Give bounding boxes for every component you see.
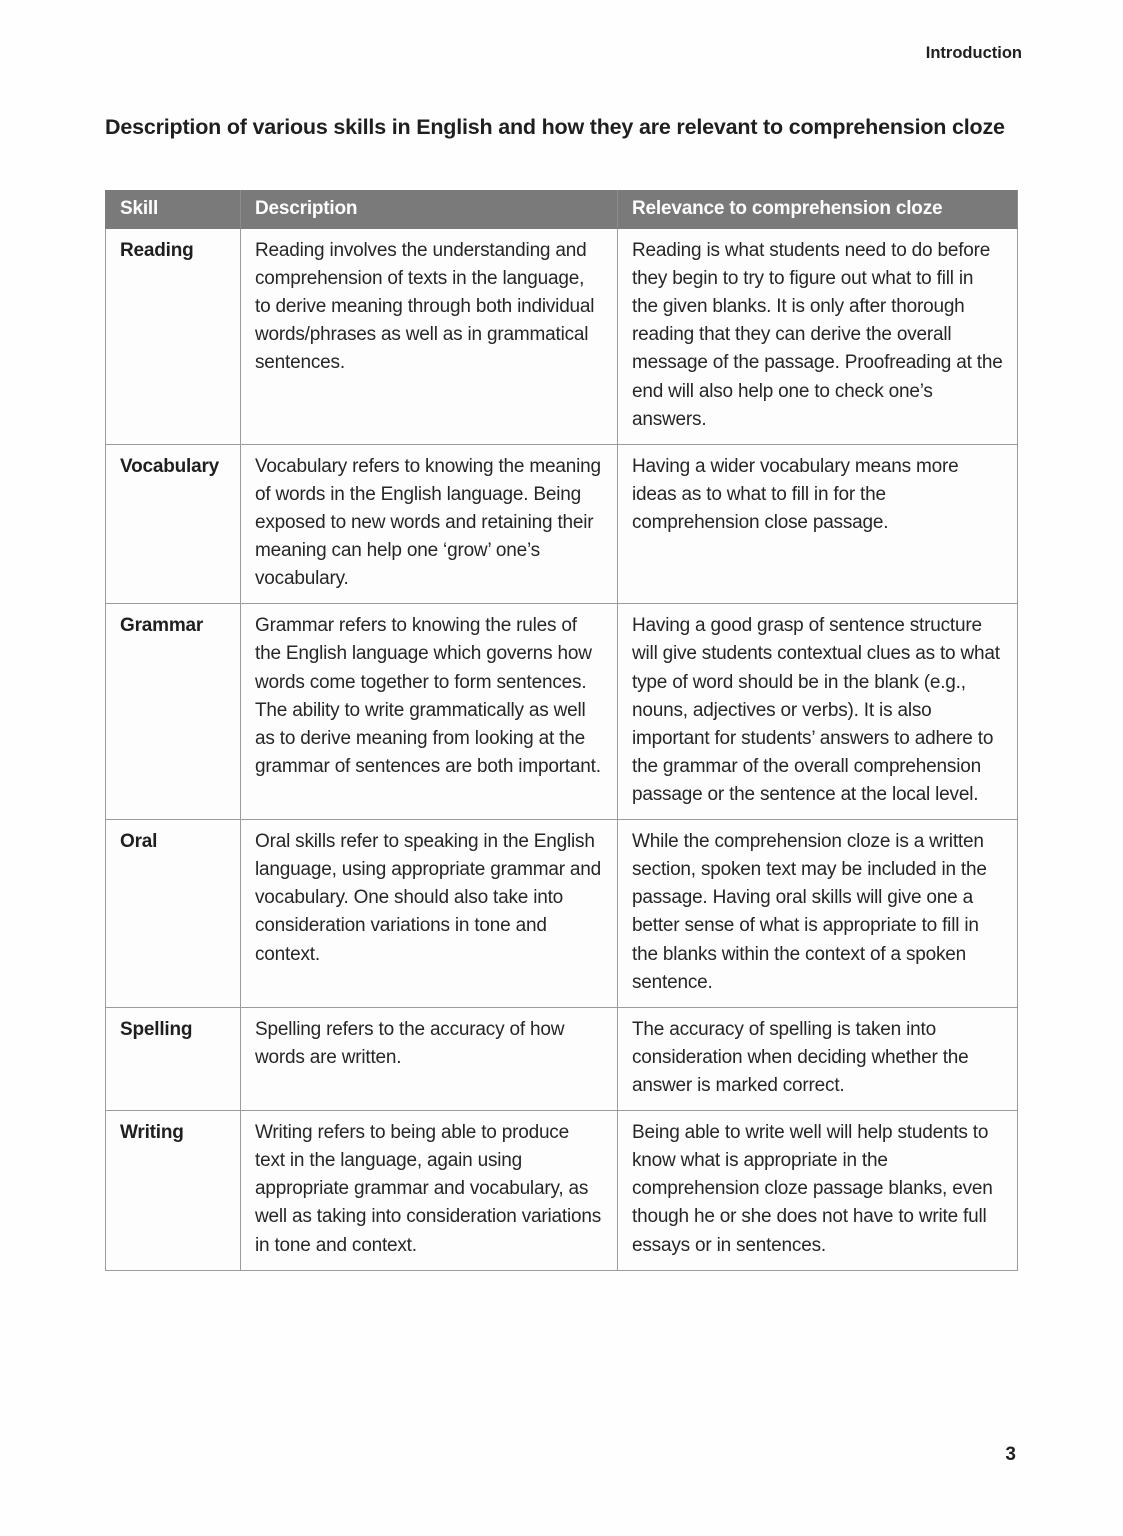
- description-cell: Grammar refers to knowing the rules of the English language which governs how words come together to form sentences. The ability to write grammatically as well as to derive meaning from looking at the grammar of sentences are both important.: [241, 604, 618, 820]
- relevance-cell: Being able to write well will help students to know what is appropriate in the comprehension cloze passage blanks, even though he or she does not have to write full essays or in sentences.: [618, 1111, 1018, 1271]
- skill-cell: Writing: [106, 1111, 241, 1271]
- description-cell: Reading involves the understanding and comprehension of texts in the language, to derive meaning through both individual words/phrases as well as in grammatical sentences.: [241, 229, 618, 445]
- relevance-cell: Reading is what students need to do before they begin to try to figure out what to fill in the given blanks. It is only after thorough reading that they can derive the overall message of the passage. Proofreading at the end will also help one to check one’s answers.: [618, 229, 1018, 445]
- skill-cell: Grammar: [106, 604, 241, 820]
- description-cell: Spelling refers to the accuracy of how words are written.: [241, 1007, 618, 1110]
- table-row: [106, 1007, 1018, 1110]
- relevance-cell: While the comprehension cloze is a written section, spoken text may be included in the passage. Having oral skills will give one a better sense of what is appropriate to fill in the blanks within the context of a spoken sentence.: [618, 820, 1018, 1008]
- table-header-row: [106, 191, 1018, 229]
- relevance-cell: Having a wider vocabulary means more ideas as to what to fill in for the comprehension close passage.: [618, 444, 1018, 604]
- skill-cell: Oral: [106, 820, 241, 1008]
- page-title: Description of various skills in English and how they are relevant to comprehension cloze: [105, 115, 1005, 139]
- table-row: [106, 604, 1018, 820]
- skills-table: [105, 190, 1018, 1271]
- table-row: [106, 444, 1018, 604]
- table-row: [106, 820, 1018, 1008]
- running-head: Introduction: [925, 44, 1022, 62]
- description-cell: Oral skills refer to speaking in the English language, using appropriate grammar and vocabulary. One should also take into consideration variations in tone and context.: [241, 820, 618, 1008]
- column-header-relevance: Relevance to comprehension cloze: [618, 191, 1018, 229]
- table-row: [106, 1111, 1018, 1271]
- skill-cell: Spelling: [106, 1007, 241, 1110]
- relevance-cell: The accuracy of spelling is taken into consideration when deciding whether the answer is marked correct.: [618, 1007, 1018, 1110]
- skill-cell: Reading: [106, 229, 241, 445]
- relevance-cell: Having a good grasp of sentence structure will give students contextual clues as to what type of word should be in the blank (e.g., nouns, adjectives or verbs). It is also important for students’ answers to adhere to the grammar of the overall comprehension passage or the sentence at the local level.: [618, 604, 1018, 820]
- column-header-skill: Skill: [106, 191, 241, 229]
- column-header-description: Description: [241, 191, 618, 229]
- table-row: [106, 229, 1018, 445]
- skill-cell: Vocabulary: [106, 444, 241, 604]
- description-cell: Writing refers to being able to produce text in the language, again using appropriate grammar and vocabulary, as well as taking into consideration variations in tone and context.: [241, 1111, 618, 1271]
- description-cell: Vocabulary refers to knowing the meaning of words in the English language. Being exposed to new words and retaining their meaning can help one ‘grow’ one’s vocabulary.: [241, 444, 618, 604]
- page-number: 3: [1005, 1444, 1016, 1465]
